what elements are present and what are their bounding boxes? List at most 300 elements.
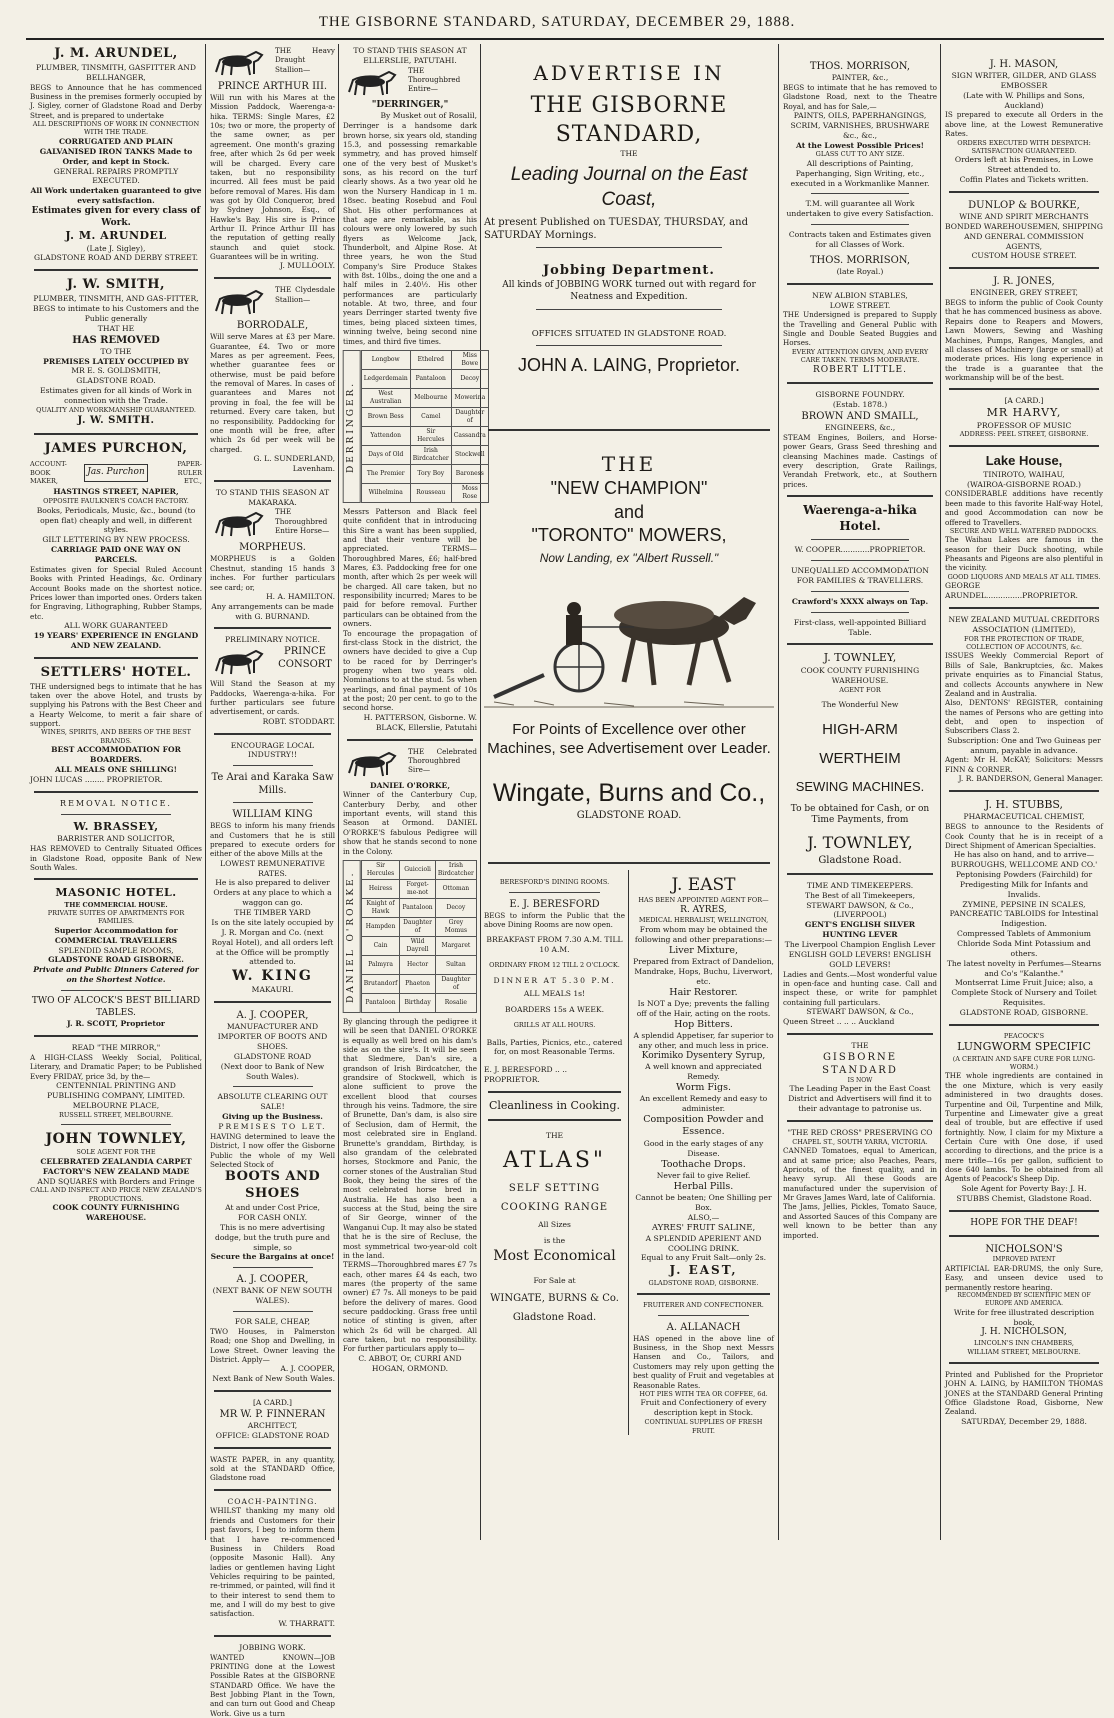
having-body: HAVING determined to leave the District, I now offer the Gisborne Public the whole of my Well Selected Stock of	[210, 1131, 335, 1169]
published: At present Published on TUESDAY, THURSDAY, and SATURDAY Mornings.	[484, 217, 748, 242]
forsale-body: TWO Houses, in Palmerston Road; one Shop and Dwelling, in Lowe Street. Owner leaving the District. Apply—	[210, 1326, 335, 1364]
cook: COOK COUNTY FURNISHING WAREHOUSE.	[800, 665, 920, 685]
pedigree-cell: Heiress	[361, 879, 400, 898]
smith-removed: HAS REMOVED	[72, 334, 160, 346]
atlas: ATLAS"	[502, 1148, 607, 1174]
tooth: Toothache Drops.	[661, 1158, 746, 1170]
borrodale-head: THE Clydesdale Stallion—	[275, 285, 335, 304]
ororke-name: DANIEL O'RORKE,	[370, 780, 450, 790]
waste: WASTE PAPER, in any quantity, sold at the STANDARD Office, Gladstone road	[210, 1454, 335, 1483]
printed: Printed and Published for the Proprietor JOHN A. LAING, by HAMILTON THOMAS JONES at the STANDARD General Printing Office Gladstone Road, Gisborne, New Zealand.	[945, 1369, 1103, 1417]
pedigree-cell: Moss Rose	[451, 483, 488, 502]
tearai: Te Arai and Karaka Saw Mills.	[211, 772, 334, 797]
east-head: HAS BEEN APPOINTED AGENT FOR—	[638, 896, 769, 905]
masonic-dinners: Private and Public Dinners Catered for on the Shortest Notice.	[33, 965, 199, 985]
morrison-items: PAINTS, OILS, PAPERHANGINGS, SCRIM, VARNISHES, BRUSHWARE &c., &c.,	[790, 110, 930, 140]
king-deliver: He is also prepared to deliver Orders at any place to which a waggon can go.	[213, 878, 332, 908]
townley2: J. TOWNLEY,	[807, 833, 913, 853]
pedigree-title: DERRINGER.	[343, 350, 361, 503]
cooper-prop: W. COOPER............PROPRIETOR.	[794, 545, 926, 555]
leading-journal: Leading Journal on the East Coast,	[510, 164, 748, 210]
pedigree-row	[361, 369, 488, 388]
ororke-text: By glancing through the pedigree it will be seen that DANIEL O'RORKE is equally as well bred on his dam's side as on the sire's. It will be seen that Sledmere, Dan's sire, a grandson of Irish Birdcatcher, the grandsire of Stockwell, which is alone sufficient to prove the excellent blood that courses through his veins. Tadmore, the sire of Brunette, Dan's dam, is also sire of Seclusion, dam of Hermit, the most celebrated sire in England. Brunette's granddam, Birthday, is also grandam of the celebrated horses, Stockmore and Panic, the corner stones of the Australian Stud Book, they being the sires of the most celebrated horse bred in Australia. He has also been a success at the Stud, being the sire of Sir George, winner of the Wanganui Cup. It may also be stated that he is the sire of Recluse, the most symmetrical two-year-old colt in the land.	[343, 1016, 477, 1260]
timber-body: Is on the site lately occupied by J. R. Morgan and Co. (next Royal Hotel), and all orders left at the Office will be promptly attended to.	[211, 917, 334, 967]
advertise-heading: ADVERTISE IN	[533, 61, 725, 85]
column-rule	[480, 44, 481, 1540]
jobbing-body: WANTED KNOWN—JOB PRINTING done at the Lowest Possible Rates at the GISBORNE STANDARD Office. We have the Best Jobbing Plant in the Town, and can turn out Good and Cheap Work. Give us a turn	[210, 1652, 335, 1718]
purchon-exp: 19 YEARS' EXPERIENCE IN ENGLAND AND NEW ZEALAND.	[33, 630, 199, 650]
morpheus-body: MORPHEUS is a Golden Chestnut, standing 15 hands 3 inches. For further particulars see card; or,	[210, 554, 335, 592]
consort-name: PRINCE CONSORT	[278, 646, 332, 671]
nzmca-sub: Subscription: One and Two Guineas per annum, payable in advance.	[947, 735, 1101, 755]
agent: AGENT FOR	[839, 685, 881, 694]
gis-body: The Leading Paper in the East Coast District and Advertisers will find it to their advantage to patronise us.	[788, 1084, 932, 1114]
finneran-title: ARCHITECT,	[247, 1420, 298, 1430]
pedigree-row	[361, 426, 488, 445]
nzmca-agent: Agent: Mr H. McKAY; Solicitors: Messrs FINN & CORNER.	[945, 755, 1103, 774]
herbal: Herbal Pills.	[673, 1180, 734, 1192]
pedigree-cell: Yattendon	[361, 426, 410, 445]
morrison-name: THOS. MORRISON,	[809, 61, 911, 72]
masonic-sample: SPLENDID SAMPLE ROOMS,	[58, 945, 174, 955]
ladies: Ladies and Gents.—Most wonderful value in open-face and hunting case. Call and inspect these, or write for pamphlet containing full particulars.	[783, 969, 937, 1007]
red-addr: CHAPEL ST., SOUTH YARRA, VICTORIA.	[792, 1137, 928, 1146]
nzmca-also: Also, DENTONS' REGISTER, containing the names of Persons who are getting into debt, and open to inspection of Subscribers Class 2.	[945, 698, 1103, 736]
unequalled: UNEQUALLED ACCOMMODATION FOR FAMILIES & TRAVELLERS.	[791, 566, 929, 586]
pedigree-row	[361, 974, 476, 993]
derr-name: "DERRINGER,"	[371, 99, 449, 110]
liver-body: Prepared from Extract of Dandelion, Mandrake, Hops, Buchu, Liverwort, etc.	[633, 956, 774, 986]
forsale-next: Next Bank of New South Wales.	[212, 1374, 335, 1384]
borrodale-body: Will serve Mares at £3 per Mare. Guarantee, £4. Two or more Mares as per agreement. Fees, whether guarantee fees or otherwise, must be paid before the removal of Mares. In cases of guarantees and Mares not proving in foal, the fee will be returned. Every care taken, but no responsibility. Paddocking for one month will be free, after which 2s 6d per week will be charged.	[210, 332, 335, 454]
liverpool: The Liverpool Champion English Lever	[784, 940, 936, 950]
horse-icon	[210, 287, 270, 317]
breakfast: BREAKFAST FROM 7.30 A.M. TILL 10 A.M.	[486, 935, 623, 955]
horse-icon	[210, 647, 270, 677]
mirror-st: RUSSELL STREET, MELBOURNE.	[58, 1110, 174, 1119]
timber-yard: THE TIMBER YARD	[234, 908, 311, 918]
pedigree-row	[361, 445, 488, 464]
mower-illustration	[484, 567, 774, 717]
masonic-gl: GLADSTONE ROAD GISBORNE.	[48, 955, 184, 965]
pedigree-cell: Longbow	[361, 350, 410, 369]
premises: PREMISES TO LET.	[218, 1122, 327, 1131]
pedigree-cell: Cain	[361, 936, 400, 955]
pedigree-title: DANIEL O'RORKE.	[343, 860, 361, 1013]
pedigree-cell: Margaret	[435, 936, 476, 955]
pedigree-row	[361, 955, 476, 974]
pedigree-ororke	[343, 860, 477, 1013]
clearing: ABSOLUTE CLEARING OUT SALE!	[217, 1092, 328, 1112]
townley-cook: COOK COUNTY FURNISHING WAREHOUSE.	[52, 1203, 180, 1223]
pedigree-row	[361, 917, 476, 936]
grills: GRILLS AT ALL HOURS.	[513, 1021, 596, 1030]
lake-paddock: SECURE AND WELL WATERED PADDOCKS.	[949, 526, 1099, 535]
cooper-name: A. J. COOPER,	[236, 1010, 309, 1022]
ororke-head: THE Celebrated Thoroughbred Sire—	[408, 746, 477, 775]
arundel-sig: J. M. ARUNDEL	[65, 229, 167, 243]
pedigree-cell: Sultan	[435, 955, 476, 974]
consort-body: Will Stand the Season at my Paddocks, Waerenga-a-hika. For further particulars see future advertisement, or cards.	[210, 679, 335, 717]
pedigree-cell: The Premier	[361, 464, 410, 483]
derr-stand: TO STAND THIS SEASON AT ELLERSLIE, PATUTAHI.	[353, 46, 467, 65]
offices: OFFICES SITUATED IN GLADSTONE ROAD.	[531, 328, 727, 339]
mower-champion: "NEW CHAMPION"	[550, 478, 708, 499]
atlas-wbc: WINGATE, BURNS & Co.	[490, 1292, 619, 1304]
beresford-prop: E. J. BERESFORD .. .. PROPRIETOR.	[484, 1065, 568, 1085]
lake-body: CONSIDERABLE additions have recently been made to this favorite Half-way Hotel, and good Accommodation can now be offered to Travellers.	[945, 489, 1103, 527]
allanach: A. ALLANACH	[666, 1321, 741, 1333]
pedigree-cell: Hampden	[361, 917, 400, 936]
equal: Equal to any Fruit Salt—only 2s.	[640, 1253, 767, 1263]
beresford-body: BEGS to inform the Public that the above Dining Rooms are now open.	[484, 910, 625, 930]
prince-body: Will run with his Mares at the Mission Paddock, Waerenga-a-hika. TERMS: Single Mares, £2 10s; two or more, the property of the same owner, as per agreement. One month's grazing free, after which 2s 6d per week will be charged. Every care taken, but no responsibility incurred. All fees must be paid before removal of Mares. His dam was got by Old Conqueror, bred by Sydney Johnson, Esq., of Hawke's Bay. His sire is Prince Arthur II. Prince Arthur III has the reputation of getting really staunch and quiet stock. Guarantees will be in writing.	[210, 93, 335, 262]
pedigree-cell: Baroness	[451, 464, 488, 483]
mason-coffin: Coffin Plates and Tickets written.	[959, 175, 1089, 185]
derr-body: Derringer is a handsome dark brown horse, six years old, standing 15.3, and possessing remarkable symmetry, and has proved himself one of the very best of Musket's sons, as his record on the turf clearly shows. As a two year old he won the Nursery Handicap in 1 m. 18sec. beating Rosebud and Foul Shot. His other performances at that age are remarkable, as his colours were only lowered by such flyers as Welcome Jack, Thunderbolt, and Alpine Rose. At three years, he won the Stud Company's Sire Produce Stakes with 8st. 10lbs., doing the one and a half miles in 2.40½. His other performances are particularly notable. At two, three, and four years Derringer started twenty five times, being placed sixteen times, winning twelve, being second nine times, and third five times.	[343, 121, 477, 346]
morpheus-arr: Any arrangements can be made with G. BURNAND.	[211, 601, 334, 621]
lake-tiniroto: TINIROTO, WAIHAU,	[983, 469, 1065, 479]
atlas-self: SELF SETTING	[508, 1182, 601, 1194]
coach-body: WHILST thanking my many old friends and Customers for their past favors, I beg to inform them that I have re-commenced Business in Childers Road (opposite Masonic Hall). Any ladies or gentlemen having Light Vehicles requiring to be painted, re-trimmed, or painted, will find it to their interest to send them to me, and I will do my best to give satisfaction.	[210, 1506, 335, 1619]
pedigree-table	[361, 860, 477, 1013]
masonic-name: MASONIC HOTEL.	[55, 886, 177, 900]
purchon-opp: OPPOSITE FAULKNER'S COACH FACTORY.	[43, 497, 189, 506]
stewart2: STEWART DAWSON, & Co.,	[806, 1007, 914, 1017]
dunlop-body: WINE AND SPIRIT MERCHANTS BONDED WAREHOUSEMEN, SHIPPING AND GENERAL COMMISSION AGENTS,	[945, 211, 1103, 251]
mason-body: IS prepared to execute all Orders in the above line, at the Lowest Remunerative Rates.	[945, 110, 1103, 139]
time: TIME AND TIMEKEEPERS.	[806, 880, 914, 890]
gis-the: THE	[851, 1040, 869, 1050]
pedigree-cell: Brutandorf	[361, 974, 400, 993]
mirror-place: MELBOURNE PLACE,	[72, 1100, 160, 1110]
lake-road: (WAIROA-GISBORNE ROAD.)	[966, 479, 1082, 489]
purchon-right: PAPER-RULER ETC.,	[177, 460, 202, 486]
cooper-next: (Next door to Bank of New South Wales).	[220, 1061, 325, 1081]
horse-icon	[343, 68, 403, 98]
atlas-economical: Most Economical	[493, 1248, 616, 1265]
derr-head: THE Thoroughbred Entire—	[408, 65, 461, 94]
beresford-name: E. J. BERESFORD	[509, 898, 600, 910]
liver: Liver Mixture,	[668, 944, 739, 956]
alcock: TWO OF ALCOCK'S BEST BILLIARD TABLES.	[31, 996, 201, 1018]
pedigree-cell: Days of Old	[361, 445, 410, 464]
east2: J. EAST,	[669, 1263, 738, 1278]
pedigree-cell: Daughter of	[451, 407, 488, 426]
standard-name: THE GISBORNE STANDARD,	[530, 93, 728, 147]
allanach-body: HAS opened in the above line of Business, in the Shop next Messrs Hansen and Co., Tailors, and Customers may rely upon getting the best quality of Fruit and vegetables at Reasonable Rates.	[633, 1333, 774, 1390]
townley-squares: AND SQUARES with Borders and Fringe	[37, 1176, 195, 1186]
coach-sig: W. THARRATT.	[278, 1618, 335, 1628]
harvy-title: PROFESSOR OF MUSIC	[976, 420, 1072, 430]
smith-sig: J. W. SMITH.	[77, 415, 155, 427]
arundel-iron: CORRUGATED AND PLAIN GALVANISED IRON TANKS Made to Order, and kept in Stock.	[39, 136, 193, 166]
foundry: GISBORNE FOUNDRY.	[815, 390, 905, 400]
brown-body: STEAM Engines, Boilers, and Horse-power Gears, Grass Seed threshing and cleansing Machines made. Castings of every description, Grate Railings, Verandah Fretwork, etc., at Southern prices.	[783, 432, 937, 489]
harvy: MR HARVY,	[986, 406, 1062, 420]
pedigree-cell: Grey Momus	[435, 917, 476, 936]
smith-to: TO THE	[100, 346, 132, 356]
nicholson: NICHOLSON'S	[985, 1244, 1063, 1256]
settlers-best: BEST ACCOMMODATION FOR BOARDERS.	[51, 745, 181, 765]
column-rule	[338, 44, 339, 1540]
stubbs: J. H. STUBBS,	[984, 798, 1064, 812]
lungworm-cure: (A CERTAIN AND SAFE CURE FOR LUNG-WORM.)	[952, 1054, 1096, 1072]
foundry-est: (Estab. 1878.)	[832, 400, 888, 410]
pedigree-cell: Brown Bess	[361, 407, 410, 426]
mason-late: (Late with W. Phillips and Sons, Auckland)	[963, 90, 1085, 110]
jams: The Jams, Jellies, Pickles, Tomato Sauce, and Assorted Sauces of this Company are well known to be better than any imported.	[783, 1202, 937, 1240]
purchon-carriage: CARRIAGE PAID ONE WAY ON PARCELS.	[51, 545, 181, 565]
settlers-body: THE undersigned begs to intimate that he has taken over the above Hotel, and trusts by supplying his Patrons with the Best Cheer and a Hearty Welcome, to merit a fair share of support.	[30, 681, 202, 728]
english: ENGLISH GOLD LEVERS! ENGLISH GOLD LEVERS!	[788, 949, 932, 969]
pedigree-cell: Ottoman	[435, 879, 476, 898]
wertheim: WERTHEIM	[819, 750, 901, 768]
king-body: BEGS to inform his many friends and Customers that he is still prepared to execute orders for either of the above Mills at the	[210, 821, 335, 859]
smith-premises: PREMISES LATELY OCCUPIED BY	[43, 356, 189, 366]
pedigree-cell: Wild Dayrell	[400, 936, 435, 955]
pedigree-row	[361, 464, 488, 483]
korimiko: Korimiko Dysentery Syrup,	[641, 1050, 766, 1061]
from-whom: From whom may be obtained the following and other preparations:—	[634, 924, 773, 944]
ordinary: ORDINARY FROM 12 TILL 2 O'CLOCK.	[489, 961, 620, 970]
cooper-trade: MANUFACTURER AND IMPORTER OF BOOTS AND SHOES.	[217, 1022, 328, 1051]
removal: REMOVAL NOTICE.	[60, 798, 172, 808]
purchon-addr: HASTINGS STREET, NAPIER,	[53, 487, 179, 497]
cost: At and under Cost Price,	[225, 1203, 320, 1213]
canned: CANNED Tomatoes, equal to American, and at same price; also Peaches, Pears, Apricots, of the finest quality, and in heavy syrup. All these Goods are manufactured under the supervision of Mr Graves James Ward, late of California.	[783, 1146, 937, 1203]
prince-head: THE Heavy Draught Stallion—	[275, 46, 335, 74]
settlers-meals: ALL MEALS ONE SHILLING!	[55, 764, 177, 774]
nzmca: NEW ZEALAND MUTUAL CREDITORS ASSOCIATION (LIMITED),	[948, 614, 1100, 634]
morrison-sig: THOS. MORRISON,	[809, 254, 911, 266]
pedigree-cell: Sir Hercules	[410, 426, 451, 445]
pedigree-row	[361, 936, 476, 955]
pedigree-cell: Mowerina	[451, 388, 488, 407]
borrodale-sig: G. L. SUNDERLAND, Lavenham.	[253, 454, 335, 473]
comp: Composition Powder and Essence.	[643, 1114, 764, 1138]
mirror-co: CENTENNIAL PRINTING AND PUBLISHING COMPANY, LIMITED.	[47, 1081, 185, 1101]
pedigree-cell: Cassandra	[451, 426, 488, 445]
beresford-head: BERESFORD'S DINING ROOMS.	[499, 878, 610, 887]
pedigree-cell: Forget-me-not	[400, 879, 435, 898]
nzmca-body: ISSUES Weekly Commercial Report of Bills of Sale, Bankruptcies, &c. Makes private enquiries as to Financial Status, and collects Accounts anywhere in New Zealand and in Australia.	[945, 651, 1103, 698]
giving-up: Giving up the Business.	[222, 1112, 323, 1122]
column-rule	[205, 44, 206, 1540]
pedigree-cell: Daughter of	[400, 917, 435, 936]
deaf: HOPE FOR THE DEAF!	[970, 1217, 1078, 1228]
card: [A CARD.]	[252, 1397, 293, 1407]
tooth-body: Never fail to give Relief.	[656, 1170, 751, 1180]
mower-toronto: "TORONTO" MOWERS,	[531, 524, 727, 545]
masonic-superior: Superior Accommodation for COMMERCIAL TRAVELLERS	[54, 925, 178, 945]
pedigree-row	[361, 898, 476, 917]
smith-quality: QUALITY AND WORKMANSHIP GUARANTEED.	[36, 405, 196, 414]
pedigree-row	[361, 407, 488, 426]
stubbs-bw: BURROUGHS, WELLCOME AND CO.'	[950, 860, 1098, 870]
townley-name: JOHN TOWNLEY,	[45, 1131, 187, 1148]
red-cross: "THE RED CROSS" PRESERVING CO	[787, 1127, 933, 1137]
horse-icon	[343, 749, 403, 779]
purchon-est: Estimates given for Special Ruled Account Books with Printed Headings, &c. Ordinary Account Books made on the shortest notice. Prices lower than imported ones. Orders taken for Engraving, Lithographing, Rubber Stamps, etc.	[30, 564, 202, 621]
stubbs-montserrat: Montserrat Lime Fruit Juice; also, a Complete Stock of Nursery and Toilet Requisites.	[951, 978, 1097, 1008]
column-6	[945, 46, 1103, 1536]
lake-prop: GEORGE ARUNDEL...............PROPRIETOR.	[945, 581, 1078, 601]
confect: Fruit and Confectionery of every description kept in Stock.	[640, 1398, 767, 1418]
settlers-wines: WINES, SPIRITS, AND BEERS OF THE BEST BRANDS.	[41, 728, 191, 745]
scott: J. R. SCOTT, Proprietor	[67, 1019, 165, 1029]
arundel-guarantee: All Work undertaken guaranteed to give every satisfaction.	[30, 186, 202, 206]
jobbing-body: All kinds of JOBBING WORK turned out with regard for Neatness and Expedition.	[502, 280, 756, 302]
pedigree-cell: Phaeton	[400, 974, 435, 993]
supplies: CONTINUAL SUPPLIES OF FRESH FRUIT.	[644, 1418, 763, 1435]
hop: Hop Bitters.	[674, 1018, 733, 1030]
cooper2-name: A. J. COOPER,	[236, 1274, 309, 1286]
morrison-glass: GLASS CUT TO ANY SIZE.	[815, 150, 905, 159]
smith-that: THAT HE	[97, 323, 135, 333]
pedigree-row	[361, 388, 488, 407]
morpheus-sig: H. A. HAMILTON.	[266, 591, 335, 601]
pedigree-cell: Miss Bowe	[451, 350, 488, 369]
albion-care: EVERY ATTENTION GIVEN, AND EVERY CARE TAKEN. TERMS MODERATE.	[791, 347, 929, 365]
sewing: SEWING MACHINES.	[795, 778, 925, 794]
hair: Hair Restorer.	[669, 986, 738, 998]
pedigree-cell: Decoy	[435, 898, 476, 917]
pedigree-cell: Hector	[400, 955, 435, 974]
ayres: R. AYRES,	[680, 904, 727, 915]
purchon-logo: Jas. Purchon	[84, 464, 148, 482]
albion-sig: ROBERT LITTLE.	[813, 364, 907, 375]
east-addr: GLADSTONE ROAD, GISBORNE.	[648, 1278, 759, 1287]
dinner: DINNER AT 5.30 P.M.	[493, 975, 616, 985]
write: Write for free illustrated description book,	[953, 1307, 1095, 1327]
settlers-prop: JOHN LUCAS ........ PROPRIETOR.	[30, 774, 163, 784]
smith-goldsmith: MR E. S. GOLDSMITH,	[71, 366, 161, 376]
pedigree-cell: Sir Hercules	[361, 860, 400, 879]
crawford: Crawford's XXXX always on Tap.	[791, 596, 929, 606]
arundel-trade: PLUMBER, TINSMITH, GASFITTER AND BELLHANGER,	[36, 62, 196, 82]
queen: Queen Street .. .. .. Auckland	[783, 1016, 895, 1026]
morrison-contract: Contracts taken and Estimates given for all Classes of Work.	[788, 230, 932, 249]
fruiterer: FRUITERER AND CONFECTIONER.	[643, 1301, 764, 1310]
herbal-body: Cannot be beaten; One Shilling per Box.	[635, 1193, 772, 1212]
stewart: STEWART DAWSON, & Co., (LIVERPOOL)	[806, 900, 914, 920]
eardrums: ARTIFICIAL EAR-DRUMS, the only Sure, Easy, and unseen device used to permanently restore hearing.	[945, 1263, 1103, 1292]
card6: [A CARD.]	[1004, 396, 1044, 406]
townley: J. TOWNLEY,	[823, 651, 897, 665]
nich-addr: LINCOLN'S INN CHAMBERS,	[974, 1339, 1074, 1348]
pedigree-row	[361, 993, 476, 1012]
gents: GENT'S ENGLISH SILVER HUNTING LEVER	[804, 920, 916, 940]
cleanliness: Cleanliness in Cooking.	[488, 1099, 621, 1113]
korimiko-body: A well known and appreciated Remedy.	[645, 1062, 762, 1082]
pedigree-cell: Ledgerdemain	[361, 369, 410, 388]
smith-est: Estimates given for all kinds of Work in connection with the Trade.	[40, 386, 192, 405]
arundel-addr: GLADSTONE ROAD AND DERBY STREET.	[34, 253, 198, 263]
also: ALSO,—	[687, 1212, 720, 1222]
morpheus-name: MORPHEUS.	[239, 542, 306, 554]
arundel-name: J. M. ARUNDEL,	[54, 46, 178, 61]
brassey-title: BARRISTER AND SOLICITOR,	[57, 834, 175, 844]
pedigree-row	[361, 350, 488, 369]
atlas-range: COOKING RANGE	[500, 1201, 609, 1213]
fruit: AYRES' FRUIT SALINE,	[651, 1222, 756, 1233]
arundel-repairs: GENERAL REPAIRS PROMPTLY EXECUTED.	[53, 166, 179, 186]
pedigree-derringer	[343, 350, 486, 503]
arundel-body: BEGS to Announce that he has commenced Business in the premises formerly occupied by J. Sigley, corner of Gladstone Road and Derby Street, and is prepared to undertake	[30, 82, 202, 120]
morrison-all: All descriptions of Painting, Paperhanging, Sign Writing, etc., executed in a Workmanlike Manner.	[790, 158, 930, 188]
column-2	[210, 46, 335, 1718]
cash: FOR CASH ONLY.	[237, 1212, 308, 1222]
stubbs-comp: Compressed Tablets of Ammonium Chloride Soda Mint Potassium and others.	[957, 929, 1091, 958]
waerenga: Waerenga-a-hika Hotel.	[803, 503, 917, 533]
morpheus-stand: TO STAND THIS SEASON AT MAKARAKA.	[215, 487, 330, 507]
nzmca-for: FOR THE PROTECTION OF TRADE, COLLECTION OF ACCOUNTS, &c.	[963, 634, 1085, 652]
lake-waihau: The Waihau Lakes are famous in the season for their Duck shooting, while Pheasants and Pigeons are also plentiful in the vicinity.	[945, 535, 1103, 573]
wking: W. KING	[232, 968, 313, 985]
jobbing-dept: Jobbing Department.	[543, 263, 715, 279]
arundel-estimates: Estimates given for every class of Work.	[31, 205, 201, 228]
is-now: IS NOW	[847, 1076, 873, 1084]
brown-eng: ENGINEERS, &c.,	[824, 423, 896, 433]
smith-trade: PLUMBER, TINSMITH, AND GAS-FITTER,	[33, 294, 199, 304]
lungworm-agent: Sole Agent for Poverty Bay: J. H. STUBBS Chemist, Gladstone Road.	[956, 1183, 1092, 1203]
pedigree-cell: Stockwell	[451, 445, 488, 464]
pedigree-row	[361, 483, 488, 502]
east-ad	[633, 870, 774, 1435]
masthead-rule	[26, 38, 1104, 40]
stubbs-perf: The latest novelty in Perfumes—Stearns and Co's "Kalanthe."	[946, 958, 1102, 978]
mower-points: For Points of Excellence over other Machines, see Advertisement over Leader.	[487, 720, 771, 758]
gladstone: Gladstone Road.	[818, 854, 902, 866]
worm: Worm Figs.	[675, 1082, 731, 1094]
pedigree-cell: Camel	[410, 407, 451, 426]
pedigree-cell: Melbourne	[410, 388, 451, 407]
beresford-ad	[484, 870, 629, 1435]
wingate-road: GLADSTONE ROAD.	[576, 810, 682, 822]
morrison-low: At the Lowest Possible Prices!	[796, 140, 924, 150]
gis-standard: GISBORNE STANDARD	[822, 1051, 898, 1076]
masthead: THE GISBORNE STANDARD, SATURDAY, DECEMBER 29, 1888.	[318, 14, 796, 30]
smith-gl: GLADSTONE ROAD.	[76, 376, 156, 386]
albion: NEW ALBION STABLES,	[812, 290, 908, 300]
pedigree-cell: Pantaloon	[410, 369, 451, 388]
higharm: HIGH-ARM	[822, 720, 898, 738]
king-rates: LOWEST REMUNERATIVE RATES.	[220, 858, 325, 878]
pedigree-cell: Irish Birdcatcher	[435, 860, 476, 879]
secure: Secure the Bargains at once!	[210, 1252, 335, 1262]
ororke-sig: C. ABBOT, Or, CURRI AND HOGAN, ORMOND.	[358, 1353, 462, 1373]
encourage: ENCOURAGE LOCAL INDUSTRY!!	[230, 740, 315, 760]
jobbing: JOBBING WORK.	[239, 1642, 306, 1652]
morpheus-head: THE Thoroughbred Entire Horse—	[275, 507, 330, 536]
date: SATURDAY, December 29, 1888.	[961, 1416, 1087, 1426]
brown: BROWN AND SMAILL,	[801, 411, 919, 423]
morrison-trade: PAINTER, &c.,	[831, 73, 889, 82]
forsale-sig: A. J. COOPER,	[280, 1364, 335, 1374]
smith-name: J. W. SMITH,	[66, 277, 166, 293]
townley-agent: SOLE AGENT FOR THE	[76, 1148, 156, 1157]
morrison-body: BEGS to intimate that he has removed to Gladstone Road, next to the Theatre Royal, and has for Sale,—	[783, 82, 937, 111]
forsale: FOR SALE, CHEAP,	[234, 1316, 311, 1326]
lake: Lake House,	[985, 452, 1063, 468]
arundel-all: ALL DESCRIPTIONS OF WORK IN CONNECTION WITH THE TRADE.	[32, 120, 200, 137]
borrodale-name: BORRODALE,	[236, 320, 309, 332]
makauri: MAKAURI.	[251, 985, 294, 995]
masonic-private: PRIVATE SUITES OF APARTMENTS FOR FAMILIES.	[47, 909, 185, 926]
column-rule	[940, 44, 941, 1540]
finneran-office: OFFICE: GLADSTONE ROAD	[215, 1430, 330, 1440]
